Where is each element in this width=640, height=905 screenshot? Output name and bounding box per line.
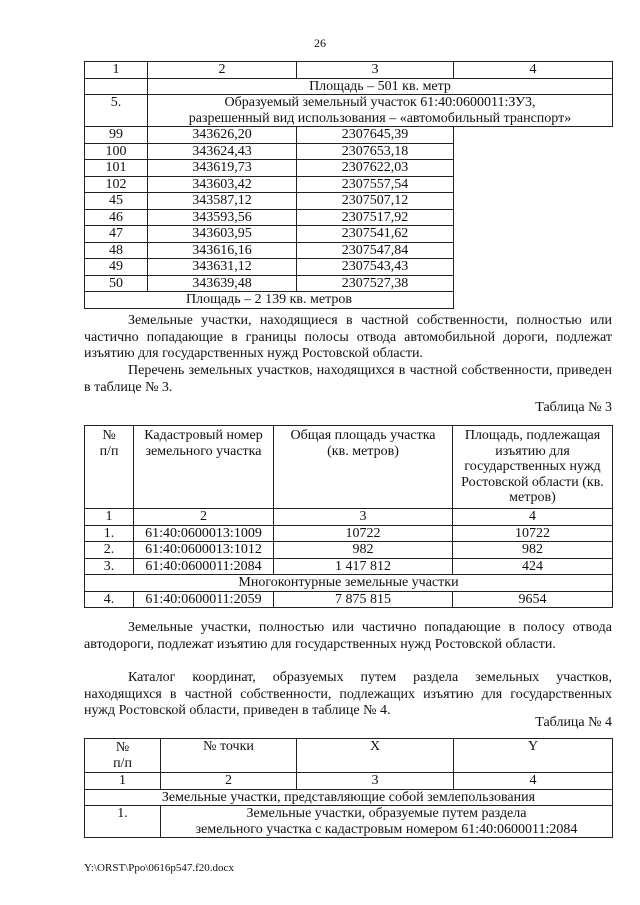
coordinates-catalog-table: № п/п № точки X Y 1 2 3 4 Земельные участки, представляющие собой землепользования 1. Земельные участки, образуемые путем раздела земельного участка с кадастровым номером 61:40:0600011:2084 [84,738,613,838]
table-cell: 45 [85,193,148,210]
table-row [85,209,613,226]
table-cell: 2307547,84 [297,242,454,259]
table-cell: 343619,73 [148,160,297,177]
table-row [85,160,613,177]
table-row [85,242,613,259]
table-row [85,525,613,542]
table-caption: Таблица № 3 [535,400,612,415]
column-header: Общая площадь участка (кв. метров) [274,426,453,509]
area-row: Площадь – 501 кв. метр [148,78,613,95]
item-title: Земельные участки, образуемые путем раздела земельного участка с кадастровым номером 61:40:0600011:2084 [161,806,613,838]
table-cell: 2307517,92 [297,209,454,226]
column-header: Кадастровый номер земельного участка [134,426,274,509]
table-cell: 10722 [453,525,613,542]
table-row [85,558,613,575]
table-header-row [85,62,613,79]
table-cell: 2307541,62 [297,226,454,243]
page-number: 26 [314,36,326,50]
table-cell: 343616,16 [148,242,297,259]
section-row: Многоконтурные земельные участки [85,575,613,592]
table-cell: 61:40:0600013:1012 [134,542,274,559]
table-cell: 61:40:0600011:2084 [134,558,274,575]
footer-file-path: Y:\ORST\Ppo\0616p547.f20.docx [84,862,234,874]
area-row: Площадь – 2 139 кв. метров [85,292,454,309]
table-cell: 7 875 815 [274,591,453,608]
table-cell: 2307507,12 [297,193,454,210]
column-header: X [297,739,454,773]
table-cell: 1 417 812 [274,558,453,575]
table-header-row [85,426,613,509]
table-cell: 3. [85,558,134,575]
table-cell: 2307543,43 [297,259,454,276]
table-cell: 343631,12 [148,259,297,276]
paragraph: Перечень земельных участков, находящихся в частной собственности, приведен в таблице № 3. [84,363,612,395]
table-header-row [85,739,613,773]
table-cell: 61:40:0600013:1009 [134,525,274,542]
table-cell: 343639,48 [148,275,297,292]
table-cell: 424 [453,558,613,575]
table-cell: 2307622,03 [297,160,454,177]
table-cell: 48 [85,242,148,259]
table-cell: 343603,95 [148,226,297,243]
land-plots-table: № п/п Кадастровый номер земельного участка Общая площадь участка (кв. метров) Площадь, подлежащая изъятию для государственных нужд Ростовской области (кв. метров) 1 2 3 4 1. 61:40:0600013:1009 10722 10722 2. 61:40:0600013:1012 982 982 3. 61:40:0600011:2084 1 417 812 424 Многоконтурные земельные участки 4. 61:40:0600011:2059 7 875 815 9654 [84,425,613,608]
item-number: 5. [85,95,148,127]
table-cell: 343587,12 [148,193,297,210]
table-cell: 343624,43 [148,143,297,160]
table-caption: Таблица № 4 [535,715,612,730]
table-cell: 2307653,18 [297,143,454,160]
table-cell: 9654 [453,591,613,608]
col-number: 1 [85,62,148,79]
paragraph: Земельные участки, полностью или частично попадающие в полосу отвода автодороги, подлежат изъятию для государственных нужд Ростовской области. [84,620,612,652]
section-row: Земельные участки, представляющие собой землепользования [85,789,613,806]
table-cell: 2307557,54 [297,176,454,193]
table-row [85,143,613,160]
col-number: 3 [297,62,454,79]
table-cell: 4. [85,591,134,608]
table-cell: 2307527,38 [297,275,454,292]
table-cell: 46 [85,209,148,226]
table-cell: 101 [85,160,148,177]
column-header: Площадь, подлежащая изъятию для государственных нужд Ростовской области (кв. метров) [453,426,613,509]
table-row [85,591,613,608]
column-header: № точки [161,739,297,773]
table-cell: 49 [85,259,148,276]
table-cell: 343626,20 [148,127,297,144]
paragraph: Земельные участки, находящиеся в частной собственности, полностью или частично попадающие в границы полосы отвода автомобильной дороги, подлежат изъятию для государственных нужд Ростовской области. [84,313,612,361]
table-row [85,226,613,243]
table-cell: 102 [85,176,148,193]
table-row [85,176,613,193]
table-cell: 1. [85,525,134,542]
table-row [85,193,613,210]
table-cell: 2307645,39 [297,127,454,144]
item-title: Образуемый земельный участок 61:40:0600011:ЗУ3, разрешенный вид использования – «автомобильный транспорт» [148,95,613,127]
paragraph: Каталог координат, образуемых путем раздела земельных участков, находящихся в частной собственности, подлежащих изъятию для государственных нужд Ростовской области, приведен в таблице № 4. [84,670,612,718]
col-number: 4 [454,62,613,79]
table-cell: 343593,56 [148,209,297,226]
table-cell: 99 [85,127,148,144]
column-header: Y [454,739,613,773]
table-cell: 982 [453,542,613,559]
table-cell: 50 [85,275,148,292]
table-cell: 61:40:0600011:2059 [134,591,274,608]
table-row [85,259,613,276]
table-cell: 47 [85,226,148,243]
table-row [85,275,613,292]
table-cell: 343603,42 [148,176,297,193]
table-cell: 100 [85,143,148,160]
column-header: № п/п [85,426,134,509]
table-cell: 10722 [274,525,453,542]
table-cell: 982 [274,542,453,559]
table-cell: 2. [85,542,134,559]
table-row [85,542,613,559]
column-header: № п/п [85,739,161,773]
table-row [85,127,613,144]
col-number: 2 [148,62,297,79]
coordinates-table-continued [84,61,613,309]
item-number: 1. [85,806,161,838]
